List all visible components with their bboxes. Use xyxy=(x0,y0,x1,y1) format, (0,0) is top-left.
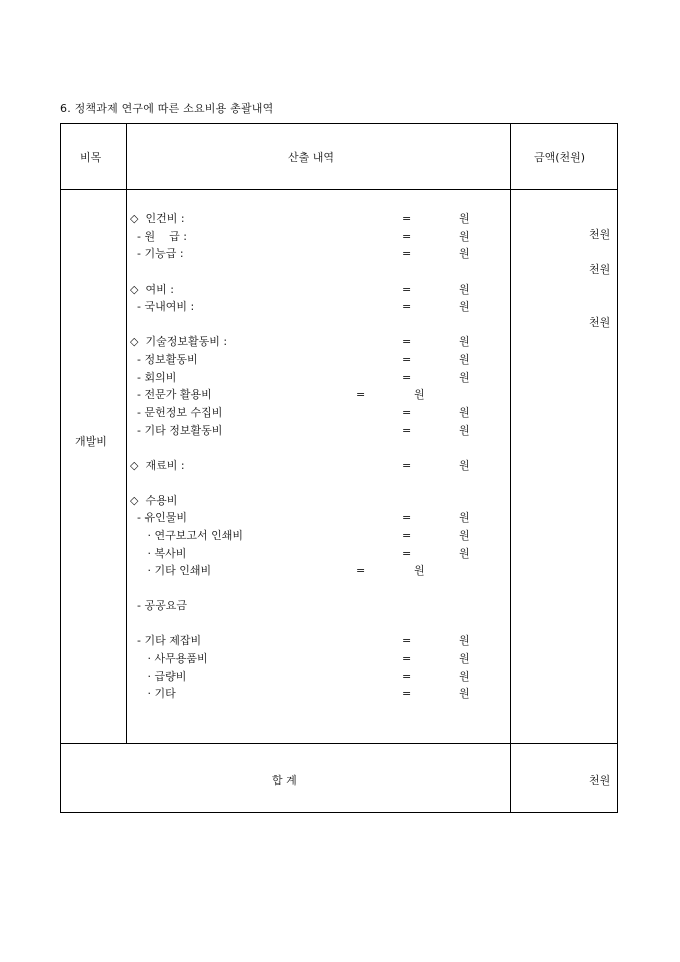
won-unit: 원 xyxy=(459,353,470,366)
equals-sign: = xyxy=(402,670,412,683)
detail-row: - 공공요금 xyxy=(130,599,187,612)
equals-sign: = xyxy=(402,371,412,384)
total-amount: 천원 xyxy=(589,774,611,787)
detail-row: - 회의비 xyxy=(130,371,177,384)
header-amount: 금액(천원) xyxy=(534,151,586,164)
equals-sign: = xyxy=(402,247,412,260)
won-unit: 원 xyxy=(459,634,470,647)
won-unit: 원 xyxy=(459,283,470,296)
detail-row: · 사무용품비 xyxy=(130,652,208,665)
equals-sign: = xyxy=(402,283,412,296)
won-unit: 원 xyxy=(459,511,470,524)
equals-sign: = xyxy=(402,406,412,419)
detail-row: ◇ 여비 : xyxy=(130,283,174,296)
won-unit: 원 xyxy=(459,424,470,437)
won-unit: 원 xyxy=(459,335,470,348)
equals-sign: = xyxy=(402,212,412,225)
won-unit: 원 xyxy=(459,670,470,683)
detail-row: · 급량비 xyxy=(130,670,187,683)
detail-row: · 연구보고서 인쇄비 xyxy=(130,529,243,542)
detail-row: - 문헌정보 수집비 xyxy=(130,406,223,419)
table-border-right xyxy=(617,123,618,813)
detail-row: ◇ 재료비 : xyxy=(130,459,185,472)
equals-sign: = xyxy=(402,335,412,348)
equals-sign: = xyxy=(402,511,412,524)
equals-sign: = xyxy=(402,459,412,472)
amount-labor: 천원 xyxy=(589,228,611,241)
won-unit: 원 xyxy=(459,529,470,542)
equals-sign: = xyxy=(402,353,412,366)
won-unit: 원 xyxy=(459,300,470,313)
detail-row: ◇ 기술정보활동비 : xyxy=(130,335,228,348)
won-unit: 원 xyxy=(414,388,425,401)
won-unit: 원 xyxy=(459,230,470,243)
equals-sign: = xyxy=(402,652,412,665)
won-unit: 원 xyxy=(459,212,470,225)
detail-row: · 복사비 xyxy=(130,547,187,560)
won-unit: 원 xyxy=(459,652,470,665)
section-title: 6. 정책과제 연구에 따른 소요비용 총괄내역 xyxy=(60,102,274,115)
won-unit: 원 xyxy=(459,547,470,560)
detail-row: ◇ 인건비 : xyxy=(130,212,185,225)
equals-sign: = xyxy=(402,300,412,313)
equals-sign: = xyxy=(402,529,412,542)
table-border-top xyxy=(60,123,618,124)
table-divider-category xyxy=(126,123,127,744)
won-unit: 원 xyxy=(459,459,470,472)
equals-sign: = xyxy=(356,564,366,577)
header-category: 비목 xyxy=(80,151,102,164)
table-border-bottom xyxy=(60,812,618,813)
table-border-header-bottom xyxy=(60,189,618,190)
detail-row: ◇ 수용비 xyxy=(130,494,178,507)
detail-row: - 원 급 : xyxy=(130,230,187,243)
equals-sign: = xyxy=(402,547,412,560)
header-detail: 산출 내역 xyxy=(288,151,335,164)
amount-info: 천원 xyxy=(589,316,611,329)
equals-sign: = xyxy=(402,687,412,700)
equals-sign: = xyxy=(402,230,412,243)
won-unit: 원 xyxy=(414,564,425,577)
detail-row: · 기타 xyxy=(130,687,176,700)
equals-sign: = xyxy=(402,424,412,437)
table-border-body-bottom xyxy=(60,743,618,744)
detail-row: - 정보활동비 xyxy=(130,353,198,366)
table-border-left xyxy=(60,123,61,813)
won-unit: 원 xyxy=(459,687,470,700)
won-unit: 원 xyxy=(459,247,470,260)
detail-row: - 기타 정보활동비 xyxy=(130,424,223,437)
detail-row: - 전문가 활용비 xyxy=(130,388,212,401)
equals-sign: = xyxy=(402,634,412,647)
total-label: 합 계 xyxy=(272,774,297,787)
won-unit: 원 xyxy=(459,406,470,419)
won-unit: 원 xyxy=(459,371,470,384)
detail-row: - 유인물비 xyxy=(130,511,187,524)
detail-row: - 국내여비 : xyxy=(130,300,195,313)
detail-row: - 기능급 : xyxy=(130,247,184,260)
table-divider-amount xyxy=(510,123,511,813)
amount-travel: 천원 xyxy=(589,263,611,276)
equals-sign: = xyxy=(356,388,366,401)
detail-row: - 기타 제잡비 xyxy=(130,634,202,647)
category-label: 개발비 xyxy=(75,435,107,448)
detail-row: · 기타 인쇄비 xyxy=(130,564,212,577)
